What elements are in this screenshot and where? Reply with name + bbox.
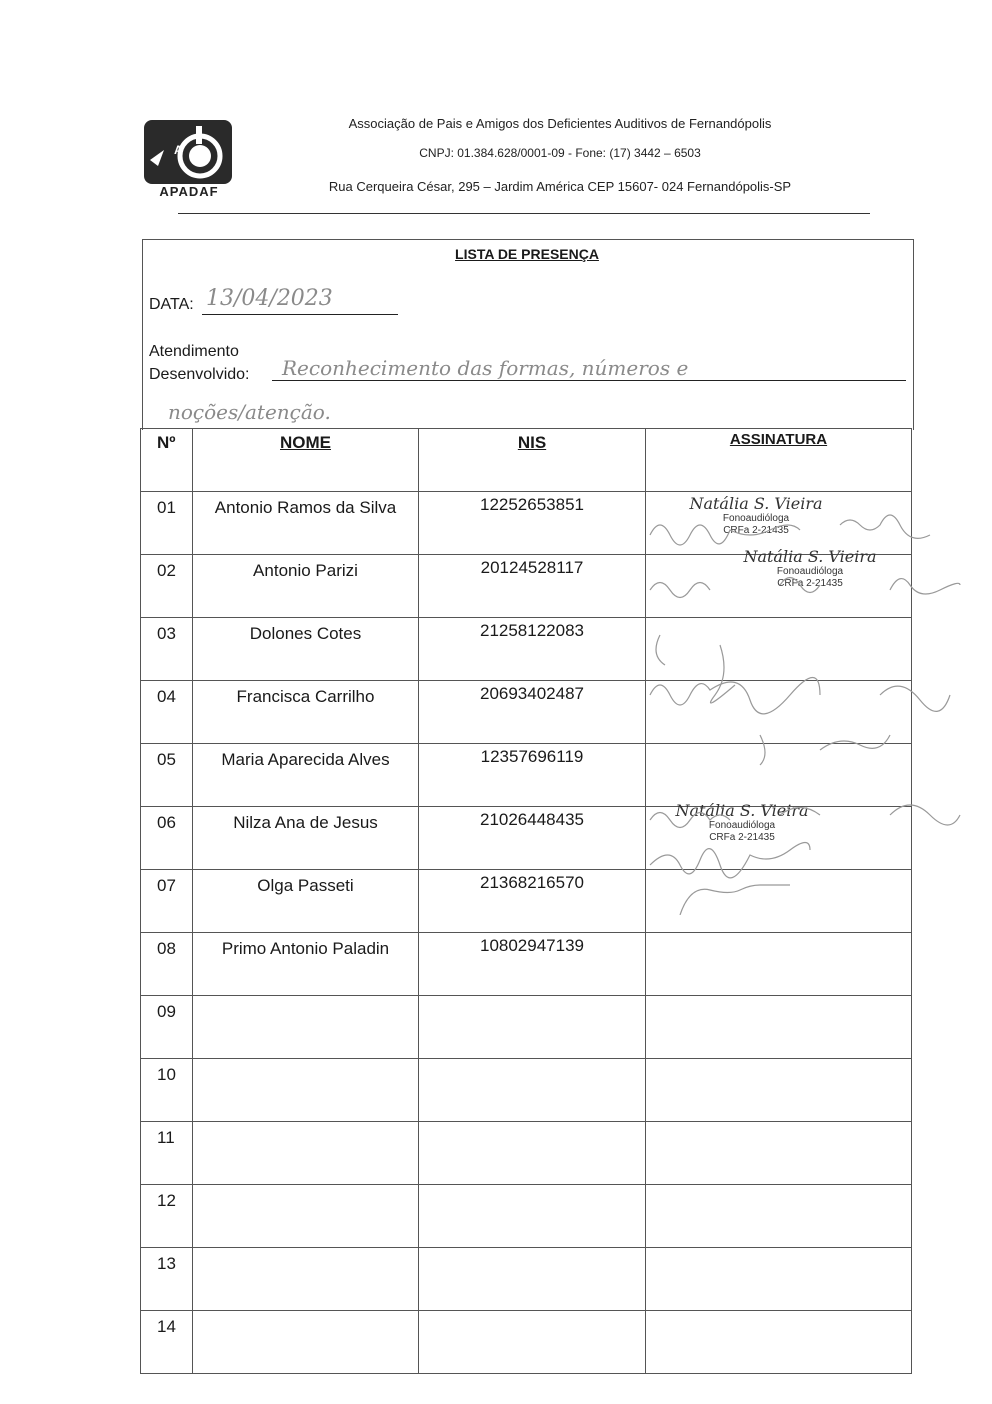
- row-signature: [646, 1311, 912, 1374]
- row-number: 04: [141, 681, 193, 744]
- table-row: [141, 681, 912, 744]
- table-row: [141, 933, 912, 996]
- row-number: 10: [141, 1059, 193, 1122]
- stamp-role: Fonoaudióloga: [708, 820, 776, 832]
- svg-text:A: A: [174, 143, 183, 157]
- header-nis: NIS: [419, 429, 646, 492]
- service-value-line1: Reconhecimento das formas, números e: [282, 356, 689, 380]
- row-number: 02: [141, 555, 193, 618]
- row-number: 05: [141, 744, 193, 807]
- header-nome: NOME: [193, 429, 419, 492]
- table-header-row: [141, 429, 912, 492]
- row-name: [193, 996, 419, 1059]
- row-name: [193, 1059, 419, 1122]
- table-row: [141, 618, 912, 681]
- row-number: 07: [141, 870, 193, 933]
- professional-stamp: [662, 801, 822, 844]
- row-name: [193, 1311, 419, 1374]
- row-name: Nilza Ana de Jesus: [193, 807, 419, 870]
- row-nis: 20124528117: [419, 555, 646, 618]
- row-nis: 21026448435: [419, 807, 646, 870]
- stamp-crfa: CRFa 2-21435: [709, 832, 775, 844]
- row-number: 13: [141, 1248, 193, 1311]
- row-signature: [646, 1059, 912, 1122]
- stamp-role: Fonoaudióloga: [722, 513, 790, 525]
- stamp-role: Fonoaudióloga: [776, 566, 844, 578]
- apadaf-logo: [144, 120, 234, 202]
- row-number: 08: [141, 933, 193, 996]
- stamp-crfa: CRFa 2-21435: [777, 578, 843, 590]
- row-signature: [646, 933, 912, 996]
- table-row: [141, 555, 912, 618]
- row-signature: [646, 801, 912, 870]
- row-name: Antonio Parizi: [193, 555, 419, 618]
- row-number: 14: [141, 1311, 193, 1374]
- header-assinatura: ASSINATURA: [646, 429, 912, 492]
- row-number: 03: [141, 618, 193, 681]
- table-row: [141, 744, 912, 807]
- organization-name: Associação de Pais e Amigos dos Deficientes Auditivos de Fernandópolis: [348, 116, 772, 131]
- row-nis: [419, 996, 646, 1059]
- row-nis: 12357696119: [419, 744, 646, 807]
- row-number: 11: [141, 1122, 193, 1185]
- date-line: [202, 314, 398, 315]
- row-name: Olga Passeti: [193, 870, 419, 933]
- table-row: [141, 1248, 912, 1311]
- table-row: [141, 996, 912, 1059]
- row-number: 06: [141, 807, 193, 870]
- date-value: 13/04/2023: [206, 286, 333, 311]
- row-nis: 10802947139: [419, 933, 646, 996]
- row-number: 09: [141, 996, 193, 1059]
- service-label-line2: Desenvolvido:: [149, 366, 250, 383]
- row-name: Francisca Carrilho: [193, 681, 419, 744]
- professional-stamp: [676, 494, 836, 537]
- table-row: [141, 1059, 912, 1122]
- table-row: [141, 1122, 912, 1185]
- table-row: [141, 870, 912, 933]
- professional-stamp: [730, 547, 890, 590]
- row-nis: [419, 1122, 646, 1185]
- table-row: [141, 807, 912, 870]
- stamp-name: Natália S. Vieira: [689, 494, 823, 513]
- table-row: [141, 1185, 912, 1248]
- stamp-name: Natália S. Vieira: [675, 801, 809, 820]
- row-nis: [419, 1185, 646, 1248]
- service-line: [272, 380, 906, 381]
- header-number: Nº: [141, 429, 193, 492]
- row-signature: [646, 744, 912, 807]
- row-signature: [646, 1122, 912, 1185]
- row-number: 01: [141, 492, 193, 555]
- row-signature: [646, 1248, 912, 1311]
- service-label-line1: Atendimento: [149, 343, 239, 360]
- row-number: 12: [141, 1185, 193, 1248]
- row-name: [193, 1122, 419, 1185]
- row-name: Primo Antonio Paladin: [193, 933, 419, 996]
- stamp-crfa: CRFa 2-21435: [723, 525, 789, 537]
- table-row: [141, 1311, 912, 1374]
- row-nis: [419, 1059, 646, 1122]
- address: Rua Cerqueira César, 295 – Jardim América CEP 15607- 024 Fernandópolis-SP: [328, 179, 792, 194]
- ear-logo-icon: [144, 120, 232, 184]
- table-row: [141, 492, 912, 555]
- service-value-line2: noções/atenção.: [168, 400, 331, 424]
- cnpj-phone: CNPJ: 01.384.628/0001-09 - Fone: (17) 3442 – 6503: [419, 146, 701, 160]
- row-signature: [646, 1185, 912, 1248]
- row-signature: [646, 618, 912, 681]
- date-label: DATA:: [149, 296, 194, 313]
- row-nis: [419, 1311, 646, 1374]
- row-nis: 21368216570: [419, 870, 646, 933]
- row-nis: 20693402487: [419, 681, 646, 744]
- row-signature: [646, 870, 912, 933]
- row-nis: [419, 1248, 646, 1311]
- row-name: Maria Aparecida Alves: [193, 744, 419, 807]
- row-signature: [646, 547, 912, 618]
- row-nis: 12252653851: [419, 492, 646, 555]
- header-divider: [178, 213, 870, 214]
- row-signature: [646, 492, 912, 555]
- row-name: Antonio Ramos da Silva: [193, 492, 419, 555]
- row-name: Dolones Cotes: [193, 618, 419, 681]
- attendance-table: [140, 428, 912, 1374]
- row-signature: [646, 996, 912, 1059]
- logo-text: APADAF: [159, 184, 219, 199]
- stamp-name: Natália S. Vieira: [743, 547, 877, 566]
- row-name: [193, 1248, 419, 1311]
- row-name: [193, 1185, 419, 1248]
- row-nis: 21258122083: [419, 618, 646, 681]
- row-signature: [646, 681, 912, 744]
- form-title: LISTA DE PRESENÇA: [455, 246, 599, 262]
